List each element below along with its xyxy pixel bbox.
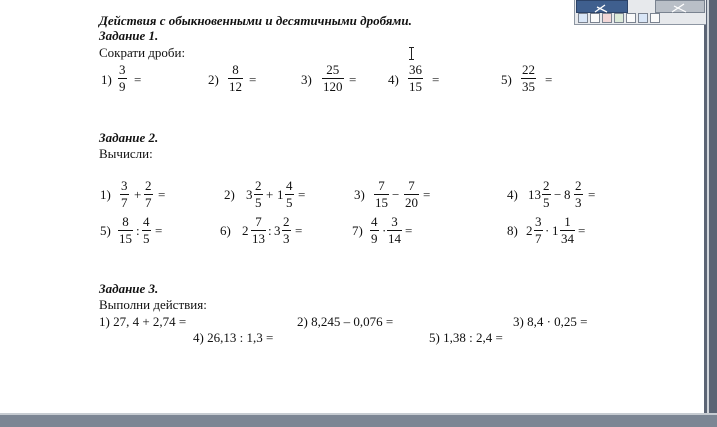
eraser-tool-button[interactable] [655, 0, 705, 13]
numerator: 2 [145, 178, 152, 193]
toolbar-button-6[interactable] [638, 13, 648, 23]
whole-part: 8 [564, 187, 571, 202]
denominator: 9 [371, 231, 378, 246]
task2-item-2-label: 2) [224, 187, 235, 202]
numerator: 2 [283, 214, 290, 229]
denominator: 7 [145, 195, 152, 210]
task2-heading: Задание 2. [99, 130, 159, 145]
task2-item-8-fraction-a [534, 215, 543, 246]
equals-sign: = [578, 223, 586, 238]
task1-item-4-equals: = [432, 72, 440, 87]
task2-item-1-label: 1) [100, 187, 111, 202]
task1-item-2-fraction [228, 63, 243, 94]
task2-item-3-fraction-a [374, 179, 389, 210]
task1-instruction: Сократи дроби: [99, 45, 186, 60]
numerator: 4 [371, 214, 378, 229]
numerator: 8 [122, 214, 129, 229]
whole-part: 2 [242, 223, 249, 238]
disabled-pen-icon [656, 3, 704, 14]
numerator: 7 [378, 178, 385, 193]
operator: + [134, 187, 142, 202]
equals-sign: = [295, 223, 303, 238]
toolbar-button-3[interactable] [602, 13, 612, 23]
task1-item-4-label: 4) [388, 72, 399, 87]
task2-item-5-fraction-a [118, 215, 133, 246]
task2-item-4-label: 4) [507, 187, 518, 202]
viewer-bottom-border-highlight [0, 413, 717, 415]
task2-item-1-fraction-b [144, 179, 153, 210]
viewer-right-border-highlight [707, 0, 709, 427]
operator: − [554, 187, 562, 202]
task3-item-5: 5) 1,38 : 2,4 = [429, 330, 503, 345]
task1-item-1-label: 1) [101, 72, 112, 87]
numerator: 22 [522, 62, 535, 77]
denominator: 120 [323, 79, 343, 94]
operator: : [136, 223, 140, 238]
task3-instruction: Выполни действия: [99, 297, 207, 312]
operator: − [392, 187, 400, 202]
task1-item-5-fraction [521, 63, 536, 94]
numerator: 4 [143, 214, 150, 229]
task1-item-3-fraction [322, 63, 344, 94]
task2-item-5-fraction-b [142, 215, 151, 246]
denominator: 5 [143, 231, 150, 246]
task3-item-2: 2) 8,245 – 0,076 = [297, 314, 394, 329]
task2-item-2-fraction-b [285, 179, 294, 210]
task3-item-1: 1) 27, 4 + 2,74 = [99, 314, 187, 329]
viewer-right-border [704, 0, 717, 427]
equals-sign: = [155, 223, 163, 238]
numerator: 3 [391, 214, 398, 229]
task2-item-8-label: 8) [507, 223, 518, 238]
task1-heading: Задание 1. [99, 28, 159, 43]
equals-sign: = [588, 187, 596, 202]
viewer-bottom-border [0, 413, 717, 427]
numerator: 2 [543, 178, 550, 193]
task3-item-3: 3) 8,4 · 0,25 = [513, 314, 588, 329]
numerator: 3 [121, 178, 128, 193]
task2-item-5-label: 5) [100, 223, 111, 238]
whole-part: 3 [246, 187, 253, 202]
task2-item-4-fraction-a [542, 179, 551, 210]
denominator: 15 [375, 195, 388, 210]
numerator: 2 [575, 178, 582, 193]
whole-part: 13 [528, 187, 541, 202]
denominator: 3 [283, 231, 290, 246]
equals-sign: = [158, 187, 166, 202]
pen-tool-button[interactable] [576, 0, 628, 13]
document-title: Действия с обыкновенными и десятичными дробями. [99, 13, 412, 28]
denominator: 15 [119, 231, 132, 246]
task2-item-3-fraction-b [404, 179, 419, 210]
numerator: 7 [408, 178, 415, 193]
denominator: 35 [522, 79, 535, 94]
denominator: 5 [255, 195, 262, 210]
task2-instruction: Вычисли: [99, 146, 153, 161]
task2-item-7-label: 7) [352, 223, 363, 238]
operator: · [382, 223, 387, 238]
task2-item-7-fraction-a [370, 215, 379, 246]
text-cursor-icon [409, 47, 414, 60]
whole-part: 1 [552, 223, 559, 238]
numerator: 4 [286, 178, 293, 193]
denominator: 7 [121, 195, 128, 210]
numerator: 8 [232, 62, 239, 77]
task2-item-6-fraction-a [251, 215, 266, 246]
toolbar-button-5[interactable] [626, 13, 636, 23]
task2-item-3-label: 3) [354, 187, 365, 202]
whole-part: 1 [277, 187, 284, 202]
numerator: 2 [255, 178, 262, 193]
task1-item-2-label: 2) [208, 72, 219, 87]
task2-item-2-fraction-a [254, 179, 263, 210]
toolbar-button-7[interactable] [650, 13, 660, 23]
toolbar-button-2[interactable] [590, 13, 600, 23]
denominator: 12 [229, 79, 242, 94]
toolbar-button-4[interactable] [614, 13, 624, 23]
denominator: 13 [252, 231, 265, 246]
denominator: 9 [119, 79, 126, 94]
denominator: 20 [405, 195, 418, 210]
denominator: 34 [561, 231, 574, 246]
task2-item-7-fraction-b [387, 215, 402, 246]
task2-item-6-label: 6) [220, 223, 231, 238]
equals-sign: = [423, 187, 431, 202]
operator: · [545, 223, 550, 238]
numerator: 3 [535, 214, 542, 229]
denominator: 15 [409, 79, 422, 94]
whole-part: 2 [526, 223, 533, 238]
toolbar-button-1[interactable] [578, 13, 588, 23]
task2-item-1-fraction-a [120, 179, 129, 210]
operator: + [266, 187, 274, 202]
task1-item-5-equals: = [545, 72, 553, 87]
numerator: 25 [326, 62, 340, 77]
whole-part: 3 [274, 223, 281, 238]
denominator: 7 [535, 231, 542, 246]
operator: : [268, 223, 272, 238]
task3-heading: Задание 3. [99, 281, 159, 296]
task1-item-2-equals: = [249, 72, 257, 87]
task2-item-6-fraction-b [282, 215, 291, 246]
denominator: 3 [575, 195, 582, 210]
task3-item-4: 4) 26,13 : 1,3 = [193, 330, 274, 345]
task1-item-1-fraction [118, 63, 127, 94]
task2-item-8-fraction-b [560, 215, 575, 246]
task2-item-4-fraction-b [574, 179, 583, 210]
numerator: 7 [255, 214, 262, 229]
denominator: 5 [543, 195, 550, 210]
equals-sign: = [298, 187, 306, 202]
task1-item-1-equals: = [134, 72, 142, 87]
task1-item-5-label: 5) [501, 72, 512, 87]
numerator: 3 [119, 62, 126, 77]
numerator: 36 [409, 62, 422, 77]
equals-sign: = [405, 223, 413, 238]
denominator: 14 [388, 231, 401, 246]
numerator: 1 [564, 214, 571, 229]
task1-item-3-label: 3) [301, 72, 312, 87]
task1-item-4-fraction [408, 63, 423, 94]
task1-item-3-equals: = [349, 72, 357, 87]
denominator: 5 [286, 195, 293, 210]
